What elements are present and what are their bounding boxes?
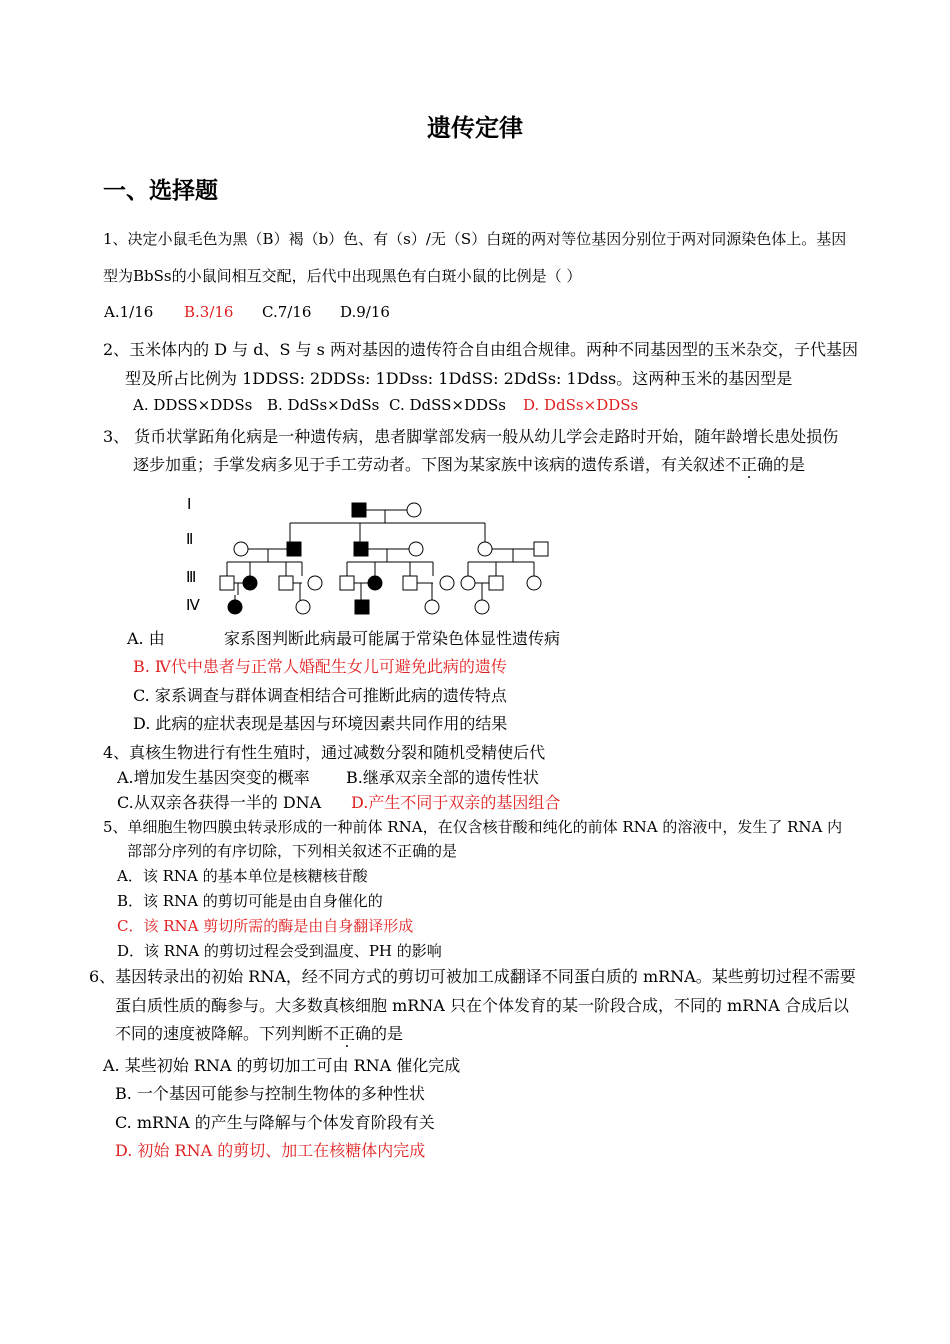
normal-female-symbol xyxy=(409,542,423,556)
q5-stem-line1: 5、单细胞生物四膜虫转录形成的一种前体 RNA，在仅含核苷酸和纯化的前体 RNA 的溶液中，发生了 RNA 内 xyxy=(103,818,843,836)
q6-option-b: B. 一个基因可能参与控制生物体的多种性状 xyxy=(115,1084,425,1103)
q2-stem-line1: 2、玉米体内的 D 与 d、S 与 s 两对基因的遗传符合自由组合规律。两种不同基因型的玉米杂交，子代基因 xyxy=(103,340,858,359)
q3-option-b-answer: B. Ⅳ代中患者与正常人婚配生女儿可避免此病的遗传 xyxy=(133,657,507,676)
affected-female-symbol xyxy=(228,600,242,614)
generation-label-2: Ⅱ xyxy=(186,532,194,548)
q1-option-b-answer: B.3/16 xyxy=(184,303,234,321)
q6-option-c: C. mRNA 的产生与降解与个体发育阶段有关 xyxy=(115,1113,435,1132)
normal-female-symbol xyxy=(461,576,475,590)
section-heading: 一、选择题 xyxy=(103,178,218,204)
q6-stem-line3 xyxy=(115,1021,403,1044)
generation-label-1: Ⅰ xyxy=(187,497,192,513)
q3-option-a-prefix: A. 由 xyxy=(127,629,165,648)
q5-option-b: B．该 RNA 的剪切可能是由自身催化的 xyxy=(117,892,383,910)
normal-male-symbol xyxy=(279,576,293,590)
affected-female-symbol xyxy=(243,576,257,590)
affected-male-symbol xyxy=(352,503,366,517)
normal-female-symbol xyxy=(296,600,310,614)
normal-male-symbol xyxy=(403,576,417,590)
q1-stem-line1: 1、决定小鼠毛色为黑（B）褐（b）色、有（s）/无（S）白斑的两对等位基因分别位于两对同源染色体上。基因 xyxy=(103,230,847,248)
normal-male-symbol xyxy=(220,576,234,590)
affected-female-symbol xyxy=(368,576,382,590)
q1-option-c: C.7/16 xyxy=(262,303,312,321)
q2-option-c: C. DdSS×DDSs xyxy=(389,396,506,414)
q3-stem-line1: 3、 货币状掌跖角化病是一种遗传病，患者脚掌部发病一般从幼儿学会走路时开始，随年龄增长患处损伤 xyxy=(103,427,839,446)
q5-stem-line2: 部部分序列的有序切除，下列相关叙述不正确的是 xyxy=(127,842,458,860)
normal-male-symbol xyxy=(534,542,548,556)
q5-option-c-answer: C．该 RNA 剪切所需的酶是由自身翻译形成 xyxy=(117,917,414,935)
q3-stem-line2 xyxy=(133,452,805,475)
q1-stem-line2: 型为BbSs的小鼠间相互交配，后代中出现黑色有白斑小鼠的比例是（ ） xyxy=(103,267,582,285)
q3-stem-line2-text: 逐步加重；手掌发病多见于手工劳动者。下图为某家族中该病的遗传系谱，有关叙述 xyxy=(133,455,726,474)
q5-option-d: D．该 RNA 的剪切过程会受到温度、PH 的影响 xyxy=(117,942,442,960)
q6-stem-line2: 蛋白质性质的酶参与。大多数真核细胞 mRNA 只在个体发育的某一阶段合成，不同的 mRNA 合成后以 xyxy=(115,996,849,1015)
normal-female-symbol xyxy=(475,600,489,614)
q6-emphasis: 不正确 xyxy=(323,1024,372,1043)
normal-male-symbol xyxy=(489,576,503,590)
q5-option-a: A．该 RNA 的基本单位是核糖核苷酸 xyxy=(117,867,368,885)
q4-stem: 4、真核生物进行有性生殖时，通过减数分裂和随机受精使后代 xyxy=(103,743,546,762)
q3-emphasis: 不正确 xyxy=(725,455,774,474)
q6-option-d-answer: D. 初始 RNA 的剪切、加工在核糖体内完成 xyxy=(115,1141,426,1160)
q6-stem-line1: 6、基因转录出的初始 RNA，经不同方式的剪切可被加工成翻译不同蛋白质的 mRNA。某些剪切过程不需要 xyxy=(89,967,856,986)
q3-stem-line2-end: 的是 xyxy=(773,455,806,474)
normal-female-symbol xyxy=(234,542,248,556)
q3-option-d: D. 此病的症状表现是基因与环境因素共同作用的结果 xyxy=(133,714,508,733)
q2-stem-line2: 型及所占比例为 1DDSS: 2DDSs: 1DDss: 1DdSS: 2DdSs: 1Ddss。这两种玉米的基因型是 xyxy=(125,369,793,388)
normal-female-symbol xyxy=(440,576,454,590)
generation-label-3: Ⅲ xyxy=(186,570,197,586)
page-title: 遗传定律 xyxy=(427,114,523,142)
normal-female-symbol xyxy=(478,542,492,556)
q2-option-a: A. DDSS×DDSs xyxy=(133,396,253,414)
q3-option-c: C. 家系调查与群体调查相结合可推断此病的遗传特点 xyxy=(133,686,507,705)
normal-male-symbol xyxy=(340,576,354,590)
normal-female-symbol xyxy=(527,576,541,590)
q6-stem-line3-end: 的是 xyxy=(371,1024,404,1043)
q1-option-a: A.1/16 xyxy=(104,303,154,321)
q4-option-b: B.继承双亲全部的遗传性状 xyxy=(346,768,539,787)
q4-option-c: C.从双亲各获得一半的 DNA xyxy=(117,793,322,812)
q2-option-d-answer: D. DdSs×DDSs xyxy=(523,396,639,414)
q2-option-b: B. DdSs×DdSs xyxy=(267,396,380,414)
q6-stem-line3-text: 不同的速度被降解。下列判断 xyxy=(115,1024,324,1043)
affected-male-symbol xyxy=(287,542,301,556)
normal-female-symbol xyxy=(308,576,322,590)
q4-option-d-answer: D.产生不同于双亲的基因组合 xyxy=(351,793,561,812)
q6-option-a: A. 某些初始 RNA 的剪切加工可由 RNA 催化完成 xyxy=(103,1056,461,1075)
q1-option-d: D.9/16 xyxy=(340,303,390,321)
normal-female-symbol xyxy=(407,503,421,517)
q4-option-a: A.增加发生基因突变的概率 xyxy=(117,768,310,787)
generation-label-4: Ⅳ xyxy=(186,598,200,614)
normal-female-symbol xyxy=(425,600,439,614)
q3-option-a: 家系图判断此病最可能属于常染色体显性遗传病 xyxy=(224,629,561,648)
affected-male-symbol xyxy=(355,600,369,614)
affected-male-symbol xyxy=(354,542,368,556)
pedigree-chart xyxy=(170,492,570,622)
